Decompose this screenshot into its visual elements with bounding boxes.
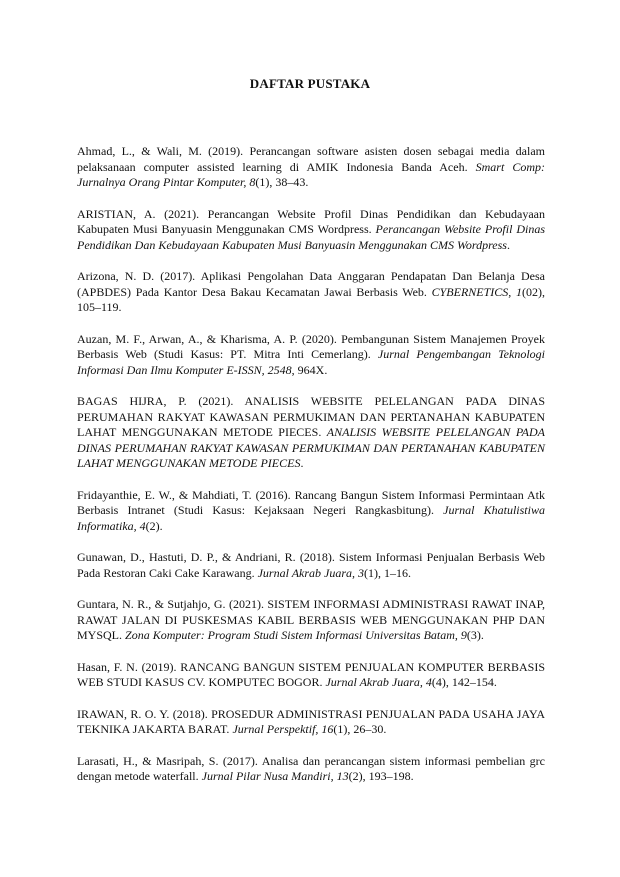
reference-tail: (1), 1–16. (364, 565, 412, 580)
reference-source: Jurnal Akrab Juara, 4 (325, 675, 432, 689)
reference-entry (77, 488, 545, 535)
reference-tail: . (300, 456, 304, 470)
reference-source: Perancangan Website Profil Dinas Pendidikan Dan Kebudayaan Kabupaten Musi Banyuasin Menggunakan CMS Wordpress (77, 222, 545, 252)
reference-source: Jurnal Pilar Nusa Mandiri, 13 (201, 769, 349, 783)
reference-source: Jurnal Pengembangan Teknologi Informasi Dan Ilmu Komputer E-ISSN, 2548 (77, 347, 545, 377)
reference-text: Gunawan, D., Hastuti, D. P., & Andriani, R. (2018). Sistem Informasi Penjualan Berbasis Web Pada Restoran Caki Cake Karawang. (77, 550, 545, 580)
reference-entry (77, 332, 545, 379)
reference-source: Jurnal Perspektif, 16 (232, 722, 334, 736)
reference-entry (77, 207, 545, 254)
reference-tail: (02), 105–119. (77, 284, 545, 314)
reference-source: ANALISIS WEBSITE PELELANGAN PADA DINAS PERUMAHAN RAKYAT KAWASAN PERMUKIMAN DAN PERTANAHAN KABUPATEN LAHAT MENGGUNAKAN METODE PIECES (77, 425, 545, 470)
reference-text: Larasati, H., & Masripah, S. (2017). Analisa dan perancangan sistem informasi pembelian grc dengan metode waterfall. (77, 753, 545, 783)
page-title: DAFTAR PUSTAKA (249, 76, 371, 91)
reference-tail: , 964X. (291, 362, 328, 377)
reference-tail: (2), 193–198. (348, 769, 414, 783)
reference-text: Fridayanthie, E. W., & Mahdiati, T. (2016). Rancang Bangun Sistem Informasi Permintaan Atk Berbasis Intranet (Studi Kasus: Kejaksaan Negeri Rangkasbitung). (77, 487, 545, 517)
reference-entry (77, 707, 545, 738)
reference-source: CYBERNETICS, 1 (431, 284, 522, 299)
reference-text: Hasan, F. N. (2019). RANCANG BANGUN SISTEM PENJUALAN KOMPUTER BERBASIS WEB STUDI KASUS CV. KOMPUTEC BOGOR. (77, 659, 545, 689)
reference-list (77, 144, 545, 785)
reference-entry (77, 754, 545, 785)
reference-source: Jurnal Khatulistiwa Informatika, 4 (77, 503, 545, 533)
reference-text: Arizona, N. D. (2017). Aplikasi Pengolahan Data Anggaran Pendapatan Dan Belanja Desa (APBDES) Pada Kantor Desa Bakau Kecamatan Jawai Berbasis Web. (77, 269, 545, 299)
reference-tail: (2). (145, 518, 163, 533)
reference-text: BAGAS HIJRA, P. (2021). ANALISIS WEBSITE PELELANGAN PADA DINAS PERUMAHAN RAKYAT KAWASAN PERMUKIMAN DAN PERTANAHAN KABUPATEN LAHAT MENGGUNAKAN METODE PIECES. (77, 394, 545, 439)
reference-entry (77, 597, 545, 644)
reference-tail: (4), 142–154. (431, 675, 497, 689)
reference-entry (77, 660, 545, 691)
reference-tail: (1), 38–43. (255, 175, 309, 189)
reference-source: Jurnal Akrab Juara, 3 (257, 565, 365, 580)
reference-text: Auzan, M. F., Arwan, A., & Kharisma, A. P. (2020). Pembangunan Sistem Manajemen Proyek Berbasis Web (Studi Kasus: PT. Mitra Inti Cemerlang). (77, 331, 545, 361)
reference-tail: (3). (466, 628, 484, 642)
reference-tail: (1), 26–30. (333, 722, 387, 736)
reference-entry (77, 144, 545, 191)
reference-entry (77, 550, 545, 581)
reference-text: Guntara, N. R., & Sutjahjo, G. (2021). SISTEM INFORMASI ADMINISTRASI RAWAT INAP, RAWAT JALAN DI PUSKESMAS KABIL BERBASIS WEB MENGGUNAKAN PHP DAN MYSQL. (77, 597, 545, 642)
reference-text: IRAWAN, R. O. Y. (2018). PROSEDUR ADMINISTRASI PENJUALAN PADA USAHA JAYA TEKNIKA JAKARTA BARAT. (77, 706, 545, 736)
reference-text: ARISTIAN, A. (2021). Perancangan Website Profil Dinas Pendidikan dan Kebudayaan Kabupaten Musi Banyuasin Menggunakan CMS Wordpress. (77, 206, 545, 236)
reference-source: Zona Komputer: Program Studi Sistem Informasi Universitas Batam, 9 (125, 628, 467, 642)
reference-text: Ahmad, L., & Wali, M. (2019). Perancangan software asisten dosen sebagai media dalam pelaksanaan computer assisted learning di AMIK Indonesia Banda Aceh. (77, 144, 545, 174)
reference-entry (77, 394, 545, 472)
reference-entry (77, 269, 545, 316)
reference-tail: . (506, 237, 510, 252)
reference-source: Smart Comp: Jurnalnya Orang Pintar Komputer, 8 (77, 159, 546, 189)
